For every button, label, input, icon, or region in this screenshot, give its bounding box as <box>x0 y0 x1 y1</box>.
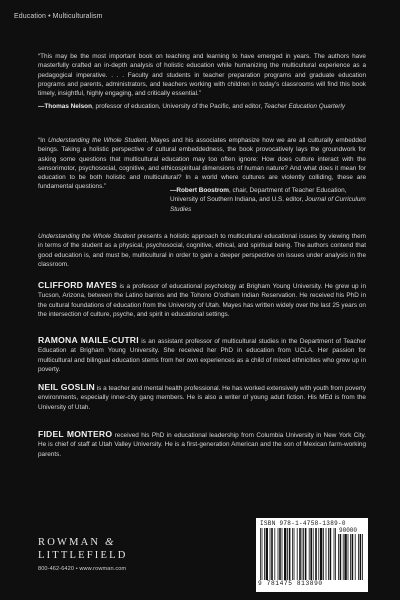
barcode-bar <box>343 534 344 580</box>
barcode-bar <box>302 528 303 580</box>
author-bio-neil-goslin <box>38 383 366 412</box>
barcode-bar <box>330 528 332 580</box>
author-bio-ramona-maile-cutri <box>38 336 366 374</box>
barcode-bar <box>297 528 298 580</box>
barcode-bar <box>323 528 324 580</box>
barcode-bar <box>305 528 307 580</box>
summary-text: presents a holistic approach to multicultural educational issues by viewing them in terms of the student as a physical, psychosocial, cognitive, ethical, and spiritual being. The authors contend that good education is, and must be, multicultural in order to gain a deeper perspective on issues under analysis in the classroom. <box>38 233 366 268</box>
price-code: 90000 <box>339 527 358 534</box>
author-name: CLIFFORD MAYES <box>38 280 118 290</box>
barcode-bar <box>318 528 319 580</box>
barcode-bar <box>358 534 359 580</box>
quote-body: , Mayes and his associates emphasize how we are all culturally embedded beings. Taking a holistic perspective of cultural embeddedness, the book provocatively lays the groundwork for asking some questions that multicultural education may too often ignore: How does culture interact with the sensorimotor, psychosocial, cognitive, and ethicospiritual dimensions of human nature? And what does it mean for education to be both holistic and multicultural? In a world where cultures are violently colliding, these are fundamental questions.” <box>38 137 366 191</box>
quote-lead: “In <box>38 137 49 144</box>
publisher-contact: 800-462-6420 • www.rowman.com <box>38 566 127 572</box>
endorsement-quote-1: “This may be the most important book on teaching and learning to have emerged in years. The authors have masterfully crafted an in-depth analysis of holistic education while humanizing the multicultural experience as a pedagogical imperative. . . . Faculty and students in teacher preparation programs and graduate education programs and parents, administrators, and teachers working with children in today’s classrooms will find this book timely, insightful, highly engaging, and critically essential.” <box>38 53 366 98</box>
barcode-bar <box>264 528 265 580</box>
barcode-bar <box>310 528 312 580</box>
barcode-bar <box>270 528 271 580</box>
barcode-bar <box>315 528 317 580</box>
publisher-ampersand: & <box>105 536 116 548</box>
ean-digits: 9 781475 813890 <box>258 580 323 587</box>
book-title: Understanding the Whole Student <box>48 137 147 144</box>
author-bio-text: is an assistant professor of multicultural studies in the Department of Teacher Education at Brigham Young University. She received her PhD in education from UCLA. Her passion for multicultural and bilingual education stems from her own experiences as a child of mixed ethnicities who grew up in poverty. <box>38 338 366 373</box>
publisher-name-line-1: ROWMAN <box>38 537 101 548</box>
author-name: FIDEL MONTERO <box>38 429 113 439</box>
barcode-bar <box>350 534 351 580</box>
barcode-bar <box>352 534 354 580</box>
barcode-bar <box>294 528 295 580</box>
barcode-bar <box>262 528 263 580</box>
barcode-bar <box>274 528 275 580</box>
barcode-bar <box>335 528 336 580</box>
barcode-bar <box>266 528 268 580</box>
endorsement-attribution-2 <box>170 186 366 214</box>
publisher-logo <box>38 536 128 572</box>
barcode-bar <box>334 528 335 580</box>
author-name: NEIL GOSLIN <box>38 382 95 392</box>
barcode-bar <box>348 534 349 580</box>
barcode-bar <box>344 534 346 580</box>
endorser-affiliation: , professor of education, University of the Pacific, and editor, <box>91 103 264 110</box>
publisher-name-line-2: LITTLEFIELD <box>38 550 128 561</box>
isbn-number: ISBN 978-1-4758-1389-0 <box>260 520 346 527</box>
journal-title: Journal of Curriculum Studies <box>170 196 366 213</box>
barcode-bar <box>309 528 310 580</box>
barcode-bar <box>278 528 279 580</box>
book-summary <box>38 232 366 269</box>
author-bio-text: is a professor of educational psychology at Brigham Young University. He grew up in Tucson, Arizona, between the Latino barrios and the Tohono O’odham Indian Reservation. He received his PhD in the cultural foundations of education from the University of Utah. Mayes has written widely over the last 25 years on the intersection of culture, psyche, and spirit in educational settings. <box>38 283 367 318</box>
barcode-bar <box>328 528 329 580</box>
category-label: Education • Multiculturalism <box>14 13 103 20</box>
endorser-name: —Robert Boostrom <box>170 187 229 194</box>
endorser-affiliation: , chair, Department of Teacher Education, University of Southern Indiana, and U.S. editor, <box>170 187 347 204</box>
author-bio-text: received his PhD in educational leadership from Columbia University in New York City. He is chief of staff at Utah Valley University. He is a first-generation American and the son of Mexican farm-working parents. <box>38 432 366 458</box>
endorser-name: —Thomas Nelson <box>38 103 92 110</box>
author-bio-text: is a teacher and mental health professional. He has worked extensively with youth from poverty environments, especially inner-city gang members. He is also a writer of young adult fiction. His MEd is from the University of Utah. <box>38 385 366 411</box>
author-bio-fidel-montero <box>38 430 366 459</box>
barcode-bar <box>362 534 363 580</box>
book-title: Understanding the Whole Student <box>38 233 136 240</box>
barcode-bar <box>313 528 314 580</box>
barcode-addon-bars <box>338 534 364 580</box>
barcode-bar <box>355 534 356 580</box>
barcode-bar <box>279 528 281 580</box>
barcode-bar <box>340 534 342 580</box>
endorsement-attribution-1 <box>38 102 366 111</box>
author-bio-clifford-mayes <box>38 281 366 319</box>
barcode-bar <box>320 528 322 580</box>
barcode-bar <box>299 528 301 580</box>
barcode-bar <box>284 528 286 580</box>
endorsement-quote-2 <box>38 136 366 192</box>
barcode-bar <box>260 528 261 580</box>
barcode-bar <box>338 534 339 580</box>
barcode-bar <box>292 528 293 580</box>
journal-title: Teacher Education Quarterly <box>263 103 346 110</box>
isbn-barcode <box>256 518 368 592</box>
barcode-bar <box>287 528 288 580</box>
barcode-bar <box>289 528 291 580</box>
barcode-bar <box>282 528 283 580</box>
author-name: RAMONA MAILE-CUTRI <box>38 335 139 345</box>
barcode-bar <box>326 528 327 580</box>
barcode-bar <box>271 528 273 580</box>
barcode-bar <box>360 534 362 580</box>
barcode-bar <box>303 528 304 580</box>
barcode-main-bars <box>260 528 336 580</box>
